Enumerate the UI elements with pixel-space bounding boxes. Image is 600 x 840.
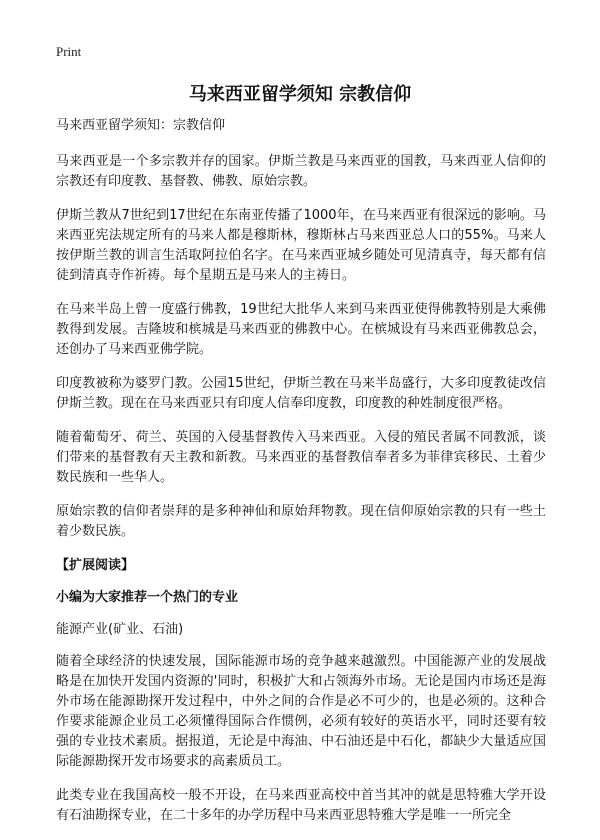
paragraph-energy-industry: 随着全球经济的快速发展，国际能源市场的竞争越来越激烈。中国能源产业的发展战略是在加快开发国内资源的'同时，积极扩大和占领海外市场。无论是国内市场还是海外市场在能源勘探开发过程中，中外之间的合作是必不可少的，也是必须的。这种合作要求能源企业员工必须懂得国际合作惯例，必须有较好的英语水平，同时还要有较强的专业技术素质。据报道，无论是中海油、中石油还是中石化，都缺少大量适应国际能源勘探开发市场要求的高素质员工。 (56, 654, 546, 769)
paragraph-university-major: 此类专业在我国高校一般不开设，在马来西亚高校中首当其冲的就是思特雅大学开设有石油勘探专业，在二十多年的办学历程中马来西亚思特雅大学是唯一一所完全 (56, 788, 546, 823)
article-body (56, 116, 546, 840)
recommend-heading: 小编为大家推荐一个热门的专业 (56, 590, 239, 605)
paragraph-hinduism: 印度教被称为婆罗门教。公园15世纪，伊斯兰教在马来半岛盛行，大多印度教徒改信伊斯兰教。现在在马来西亚只有印度人信奉印度教，印度教的种姓制度很严格。 (56, 376, 546, 411)
paragraph-primitive-religion: 原始宗教的信仰者崇拜的是多种神仙和原始拜物教。现在信仰原始宗教的只有一些土着少数民族。 (56, 504, 546, 539)
major-name: 能源产业(矿业、石油) (56, 622, 184, 637)
extended-reading-heading: 【扩展阅读】 (56, 558, 135, 573)
paragraph-christianity: 随着葡萄牙、荷兰、英国的入侵基督教传入马来西亚。入侵的殖民者属不同教派，谈们带来的基督教有天主教和新教。马来西亚的基督教信奉者多为菲律宾移民、土着少数民族和一些华人。 (56, 430, 546, 485)
paragraph-islam: 伊斯兰教从7世纪到17世纪在东南亚传播了1000年，在马来西亚有很深远的影响。马来西亚宪法规定所有的马来人都是穆斯林，穆斯林占马来西亚总人口的55%。马来人按伊斯兰教的训言生活取阿拉伯名字。在马来西亚城乡随处可见清真寺，每天都有信徒到清真寺作祈祷。每个星期五是马来人的主祷日。 (56, 208, 546, 283)
paragraph-religion-overview: 马来西亚是一个多宗教并存的国家。伊斯兰教是马来西亚的国教，马来西亚人信仰的宗教还有印度教、基督教、佛教、原始宗教。 (56, 154, 546, 189)
article-subtitle: 马来西亚留学须知：宗教信仰 (56, 118, 226, 133)
print-link[interactable]: Print (56, 44, 82, 59)
page-title: 马来西亚留学须知 宗教信仰 (188, 84, 412, 105)
paragraph-buddhism: 在马来半岛上曾一度盛行佛教，19世纪大批华人来到马来西亚使得佛教特别是大乘佛教得到发展。吉隆坡和槟城是马来西亚的佛教中心。在槟城设有马来西亚佛教总会，还创办了马来西亚佛学院。 (56, 302, 546, 357)
